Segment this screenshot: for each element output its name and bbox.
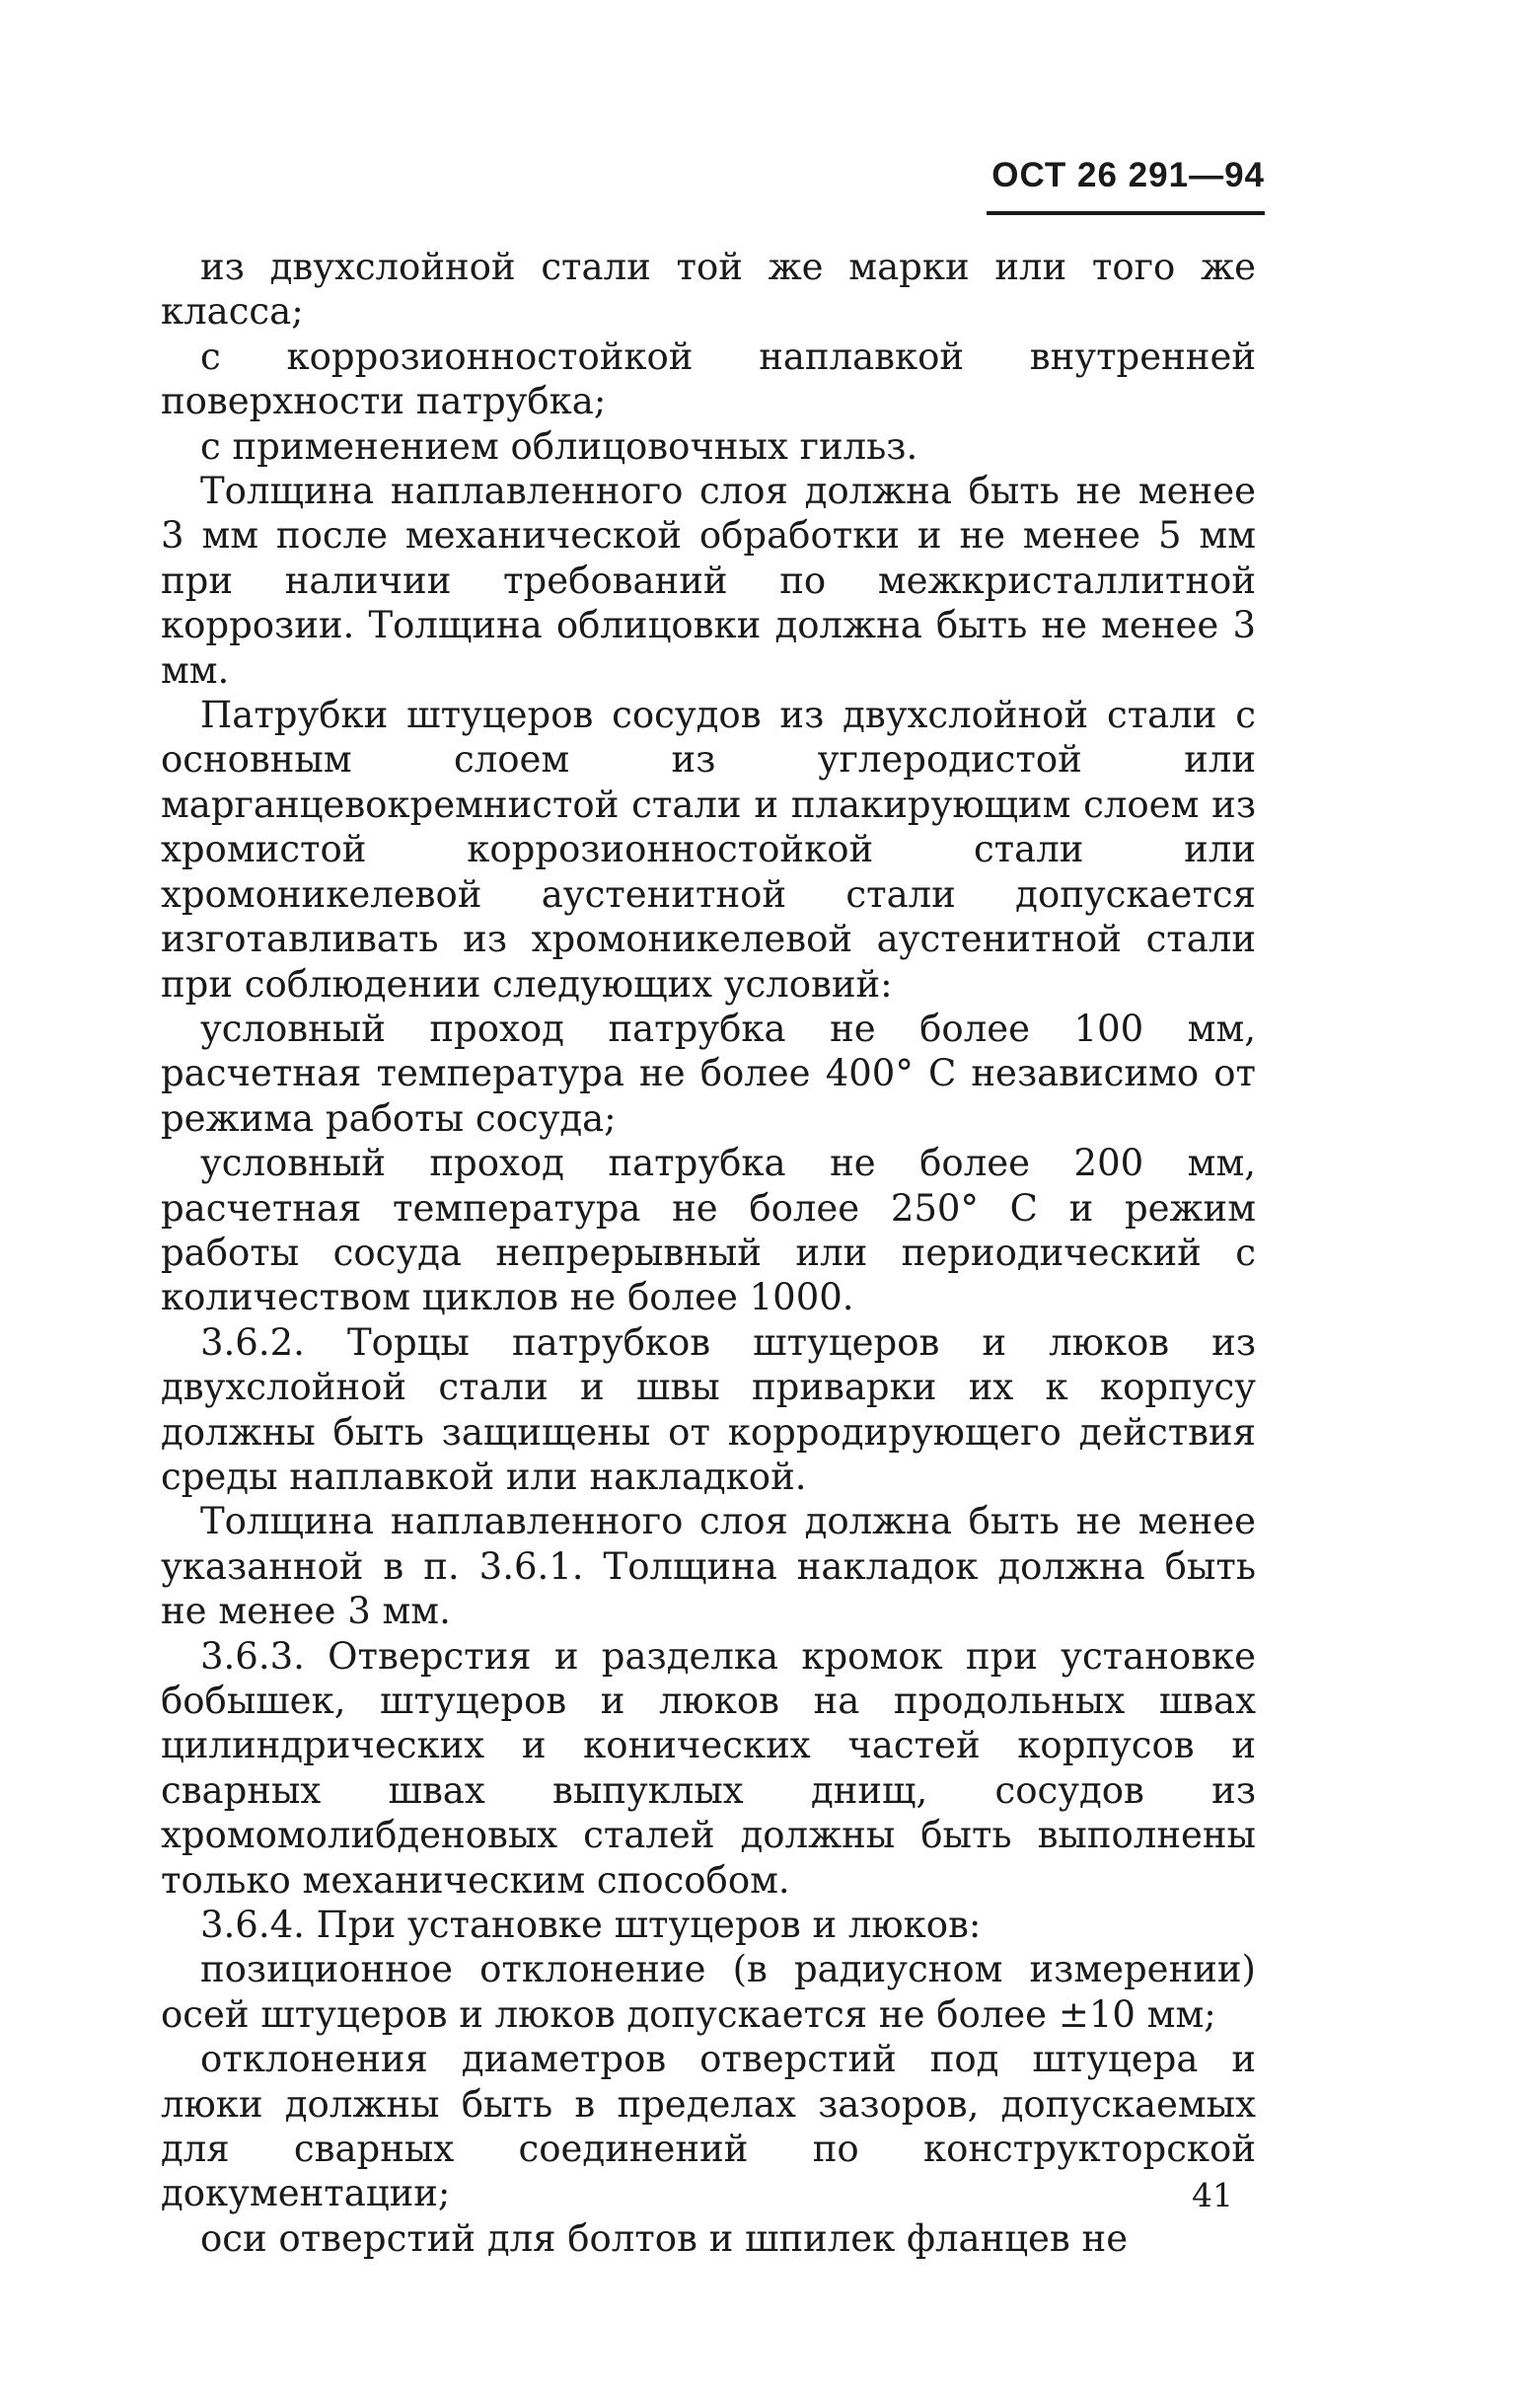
paragraph: из двухслойной стали той же марки или того же класса; [161,246,1256,334]
page-number: 41 [1192,2176,1233,2214]
paragraph: 3.6.3. Отверстия и разделка кромок при установке бобышек, штуцеров и люков на продольных швах цилиндрических и конических частей корпусов и сварных швах выпуклых днищ, сосудов из хромомолибденовых сталей должны быть выполнены только механическим способом. [161,1634,1256,1902]
paragraph: отклонения диаметров отверстий под штуцера и люки должны быть в пределах зазоров, допускаемых для сварных соединений по конструкторской документации; [161,2038,1256,2215]
paragraph: Толщина наплавленного слоя должна быть не менее 3 мм после механической обработки и не менее 5 мм при наличии требований по межкристаллитной коррозии. Толщина облицовки должна быть не менее 3 мм. [161,470,1256,692]
paragraph: условный проход патрубка не более 200 мм, расчетная температура не более 250° С и режим работы сосуда непрерывный или периодический с количеством циклов не более 1000. [161,1142,1256,1319]
paragraph: с применением облицовочных гильз. [200,424,918,468]
document-code: ОСТ 26 291—94 [991,156,1265,194]
paragraph: условный проход патрубка не более 100 мм, расчетная температура не более 400° С независимо от режима работы сосуда; [161,1007,1256,1140]
paragraph: позиционное отклонение (в радиусном измерении) осей штуцеров и люков допускается не более ±10 мм; [161,1948,1256,2036]
body-text [161,245,1256,2261]
paragraph: Патрубки штуцеров сосудов из двухслойной стали с основным слоем из углеродистой или марганцевокремнистой стали и плакирующим слоем из хромистой коррозионностойкой стали или хромоникелевой аустенитной стали допускается изготавливать из хромоникелевой аустенитной стали при соблюдении следующих условий: [161,694,1256,1006]
paragraph: Толщина наплавленного слоя должна быть не менее указанной в п. 3.6.1. Толщина накладок должна быть не менее 3 мм. [161,1500,1256,1633]
paragraph: с коррозионностойкой наплавкой внутренней поверхности патрубка; [161,335,1256,423]
header-rule [987,211,1265,215]
paragraph: оси отверстий для болтов и шпилек фланцев не [200,2216,1129,2260]
paragraph: 3.6.2. Торцы патрубков штуцеров и люков из двухслойной стали и швы приварки их к корпусу должны быть защищены от корродирующего действия среды наплавкой или накладкой. [161,1320,1256,1498]
page-header [987,156,1265,195]
paragraph: 3.6.4. При установке штуцеров и люков: [200,1904,982,1947]
